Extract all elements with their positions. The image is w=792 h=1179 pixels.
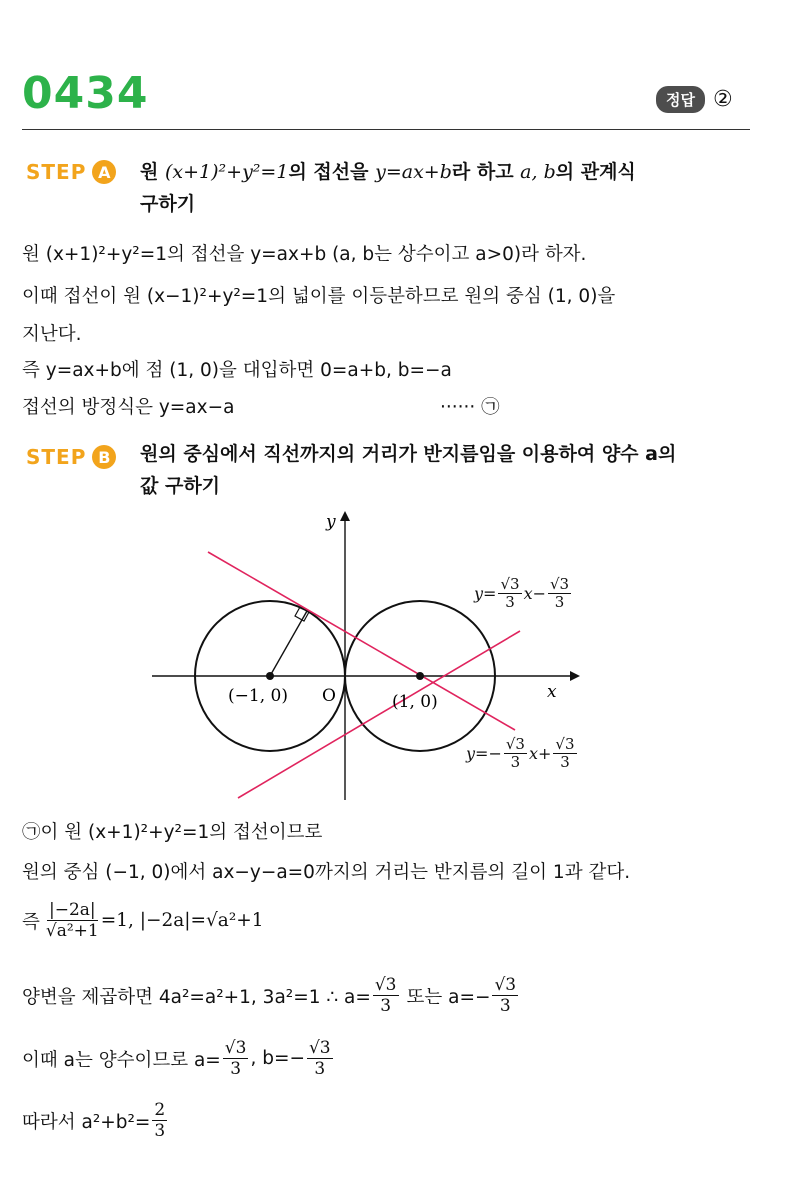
distance-fraction	[46, 900, 99, 941]
step-b-line-1: ㉠이 원 (x+1)²+y²=1의 접선이므로	[22, 822, 323, 843]
step-a-line-3: 지난다.	[22, 324, 82, 345]
a-fraction	[373, 975, 399, 1016]
frac-num: √3	[505, 735, 525, 753]
frac-den: 3	[314, 1059, 326, 1079]
step-a-label	[26, 160, 116, 184]
title-text: 라 하고	[451, 161, 521, 183]
frac-num: √3	[374, 975, 397, 995]
frac-den: 3	[554, 593, 565, 611]
a-fraction	[492, 975, 518, 1016]
frac-den: 3	[560, 753, 570, 771]
line-text: 즉	[22, 911, 40, 933]
step-tag: STEP	[26, 160, 87, 184]
line-text: 또는 a=−	[406, 986, 491, 1008]
title-text: 구하기	[140, 193, 196, 215]
title-equation: y=ax+b	[375, 161, 452, 183]
step-a-title	[140, 156, 740, 220]
step-a-line-2: 이때 접선이 원 (x−1)²+y²=1의 넓이를 이등분하므로 원의 중심 (1, 0)을	[22, 286, 616, 307]
frac-den: 3	[380, 996, 392, 1016]
frac-den: 3	[505, 593, 515, 611]
right-center-label: (1, 0)	[392, 692, 438, 712]
a-fraction	[223, 1038, 249, 1079]
step-letter-badge: A	[92, 160, 116, 184]
radius-segment	[270, 611, 307, 676]
frac-den: 3	[230, 1059, 242, 1079]
x-axis-label: x	[547, 682, 557, 702]
line-text: 양변을 제곱하면 4a²=a²+1, 3a²=1 ∴ a=	[22, 986, 371, 1008]
frac-den: 3	[499, 996, 511, 1016]
frac-den: √a²+1	[45, 921, 99, 941]
x-axis-arrow-icon	[570, 671, 580, 681]
eq-text: x−	[523, 584, 546, 603]
left-center-point	[266, 672, 274, 680]
frac-num: √3	[308, 1038, 331, 1058]
step-b-line-5	[22, 1038, 335, 1079]
frac-num: √3	[224, 1038, 247, 1058]
title-vars: a, b	[520, 161, 556, 183]
title-text: 원	[140, 161, 165, 183]
eq-text: y=	[474, 584, 497, 603]
step-tag: STEP	[26, 445, 87, 469]
title-text: 의 관계식	[555, 161, 636, 183]
eq-text: x+	[528, 744, 552, 763]
b-fraction	[307, 1038, 333, 1079]
eq-fraction	[553, 736, 576, 771]
step-b-line-2: 원의 중심 (−1, 0)에서 ax−y−a=0까지의 거리는 반지름의 길이 1과 같다.	[22, 862, 631, 883]
step-a-line-4: 즉 y=ax+b에 점 (1, 0)을 대입하면 0=a+b, b=−a	[22, 360, 452, 381]
step-letter-badge: B	[92, 445, 116, 469]
y-axis-label: y	[326, 512, 336, 532]
step-b-line-4	[22, 975, 520, 1016]
frac-den: 3	[154, 1121, 166, 1141]
frac-den: 3	[510, 753, 521, 771]
line-text: 따라서 a²+b²=	[22, 1111, 151, 1133]
frac-num: 2	[154, 1100, 166, 1120]
frac-num: √3	[555, 735, 575, 753]
title-text: 의 접선을	[288, 161, 376, 183]
title-equation: (x+1)²+y²=1	[164, 161, 289, 183]
left-center-label: (−1, 0)	[228, 686, 288, 706]
equation-marker: ······ ㉠	[440, 397, 500, 418]
step-a-line-1: 원 (x+1)²+y²=1의 접선을 y=ax+b (a, b는 상수이고 a>0)라 하자.	[22, 244, 587, 265]
origin-label: O	[322, 686, 336, 706]
frac-num: √3	[494, 975, 517, 995]
step-b-label	[26, 445, 116, 469]
step-b-title	[140, 438, 740, 502]
eq-fraction	[504, 736, 527, 771]
right-center-point	[416, 672, 424, 680]
step-a-line-5: 접선의 방정식은 y=ax−a	[22, 397, 235, 418]
eq-fraction	[548, 576, 571, 611]
title-text: 값 구하기	[140, 475, 221, 497]
eq-fraction	[498, 576, 521, 611]
tangent-line-positive	[238, 631, 520, 798]
title-text: 원의 중심에서 직선까지의 거리가 반지름임을 이용하여 양수 a의	[140, 443, 677, 465]
line2-equation	[466, 736, 579, 771]
problem-number: 0434	[22, 68, 149, 119]
y-axis-arrow-icon	[340, 511, 350, 521]
frac-num: √3	[500, 575, 520, 593]
result-fraction	[152, 1100, 167, 1141]
line-text: 이때 a는 양수이므로 a=	[22, 1049, 221, 1071]
step-b-line-3	[22, 900, 264, 941]
header-divider	[22, 129, 750, 130]
step-b-line-6	[22, 1100, 169, 1141]
frac-num: |−2a|	[48, 900, 96, 920]
answer-box	[656, 86, 733, 113]
eq-text: y=−	[466, 744, 502, 763]
line-text: =1, |−2a|=√a²+1	[100, 910, 264, 931]
answer-value: ②	[712, 87, 733, 112]
line1-equation	[474, 576, 573, 611]
answer-badge: 정답	[656, 86, 705, 113]
line-text: , b=−	[250, 1048, 305, 1069]
frac-num: √3	[550, 575, 570, 593]
